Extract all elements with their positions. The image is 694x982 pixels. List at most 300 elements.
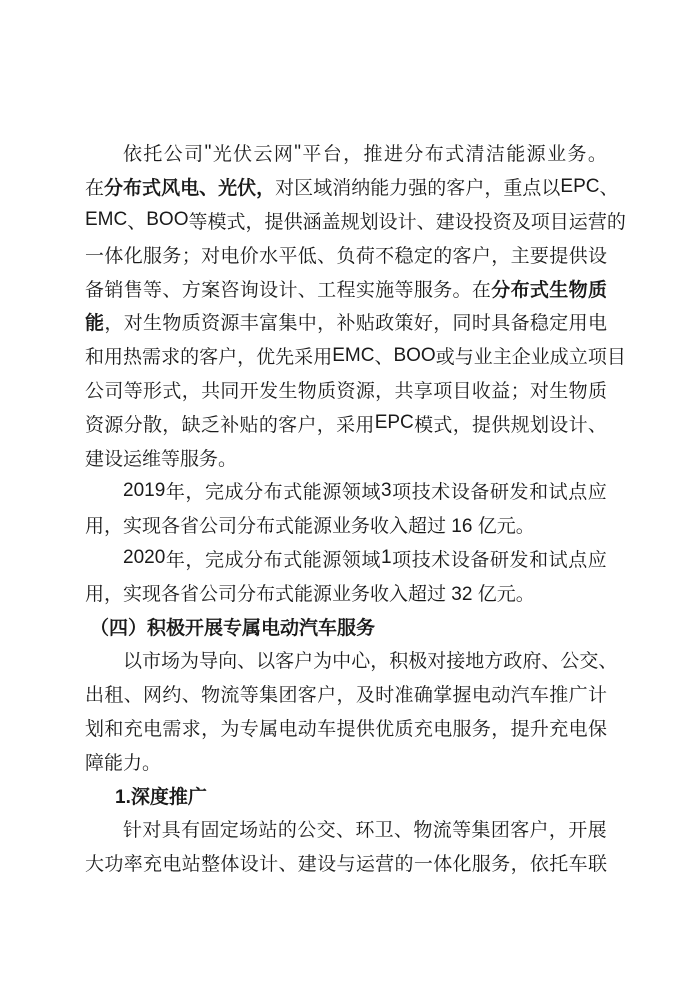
- text-run: 、: [123, 685, 143, 707]
- bold-text-run: 电: [180, 178, 200, 200]
- bold-text-run: 光: [218, 178, 238, 200]
- text-run: 升: [529, 718, 549, 740]
- text-run: 时: [375, 685, 395, 707]
- text-run: 导: [199, 651, 219, 673]
- text-run: 平: [278, 245, 298, 267]
- text-run: 要: [529, 245, 549, 267]
- text-run: 与: [336, 854, 356, 876]
- text-run: 定: [219, 820, 239, 842]
- text-run: 质: [181, 313, 201, 335]
- text-run: 方: [181, 279, 201, 301]
- text-run: 目: [452, 380, 472, 402]
- text-run: 式: [162, 380, 182, 402]
- text-run: 平: [302, 144, 322, 166]
- text-run: 、: [541, 651, 561, 673]
- text-run: 设: [587, 245, 607, 267]
- text-run: 重: [503, 178, 523, 200]
- text-run: 的: [394, 854, 414, 876]
- text-run: 不: [375, 245, 395, 267]
- text-run: 地: [465, 651, 485, 673]
- text-run: 政: [503, 651, 523, 673]
- text-run: 模: [414, 414, 434, 436]
- text-run: 依: [123, 144, 143, 166]
- text-run: 客: [446, 178, 466, 200]
- text-run: ，: [201, 718, 221, 740]
- text-run: 台: [322, 144, 342, 166]
- text-run: 同: [220, 380, 240, 402]
- text-run: 生: [549, 380, 569, 402]
- text-run: 营: [375, 854, 395, 876]
- text-run: 网: [273, 144, 293, 166]
- text-run: 物: [568, 380, 588, 402]
- text-run: 为: [313, 651, 333, 673]
- text-run: 销: [104, 279, 124, 301]
- text-run: 对: [123, 313, 143, 335]
- text-run: 对: [529, 380, 549, 402]
- text-run: 依: [529, 854, 549, 876]
- text-run: 对: [142, 820, 162, 842]
- text-run: 等: [452, 820, 472, 842]
- text-run: 功: [104, 854, 124, 876]
- text-run: 涵: [302, 211, 322, 233]
- text-run: 用，实现各省公司分布式能源业务收入超过 32 亿元。: [85, 583, 535, 605]
- text-run: 开: [568, 820, 588, 842]
- text-run: 业: [547, 144, 567, 166]
- text-line: [85, 711, 607, 745]
- text-line: [85, 744, 607, 778]
- text-run: 保: [587, 718, 607, 740]
- text-run: 发: [509, 482, 529, 504]
- text-run: 源: [526, 144, 546, 166]
- text-block: [85, 136, 626, 880]
- text-run: 设: [259, 279, 279, 301]
- text-run: 的: [277, 820, 297, 842]
- text-run: 和: [529, 482, 549, 504]
- text-run: 项: [392, 482, 412, 504]
- text-run: 散: [142, 414, 162, 436]
- text-run: 的: [180, 347, 200, 369]
- text-run: 需: [162, 718, 182, 740]
- text-run: 客: [510, 820, 530, 842]
- text-run: 等: [239, 685, 259, 707]
- text-run: 成: [224, 549, 244, 571]
- text-run: 租: [104, 685, 124, 707]
- text-run: ，: [343, 144, 363, 166]
- text-run: 技: [411, 549, 431, 571]
- text-run: 项: [530, 211, 550, 233]
- text-run: 式: [226, 211, 246, 233]
- text-run: 确: [413, 685, 433, 707]
- text-run: 划: [529, 414, 549, 436]
- text-run: 客: [199, 347, 219, 369]
- text-run: 、: [181, 685, 201, 707]
- text-run: 以: [123, 651, 143, 673]
- text-run: 备: [470, 482, 490, 504]
- text-run: 场: [239, 820, 259, 842]
- text-run: 政: [375, 313, 395, 335]
- text-run: 和: [529, 549, 549, 571]
- text-run: 形: [143, 380, 163, 402]
- text-run: 建设运维等服务。: [85, 448, 238, 470]
- text-run: 体: [104, 245, 124, 267]
- text-run: 先: [275, 347, 295, 369]
- text-run: 站: [258, 820, 278, 842]
- bold-text-run: 式: [529, 279, 549, 301]
- text-run: 供: [283, 211, 303, 233]
- text-run: 建: [435, 211, 455, 233]
- text-run: 服: [413, 279, 433, 301]
- text-run: 营: [587, 211, 607, 233]
- text-run: 流: [432, 820, 452, 842]
- text-line: [85, 373, 607, 407]
- text-run: 点: [568, 482, 588, 504]
- text-run: 区: [294, 178, 314, 200]
- text-run: 价: [239, 245, 259, 267]
- text-run: 设: [454, 211, 474, 233]
- text-run: 有: [181, 820, 201, 842]
- text-run: 化: [452, 854, 472, 876]
- text-run: 云: [253, 144, 273, 166]
- text-run: ，: [185, 549, 205, 571]
- text-run: 电: [278, 718, 298, 740]
- text-run: 环: [355, 820, 375, 842]
- text-run: 固: [200, 820, 220, 842]
- text-run: 计: [587, 685, 607, 707]
- text-run: 为: [180, 651, 200, 673]
- text-run: BOO: [393, 344, 436, 366]
- text-run: ": [294, 141, 301, 163]
- text-line: [85, 542, 607, 576]
- text-run: 工: [317, 279, 337, 301]
- text-run: 目: [606, 347, 626, 369]
- text-run: ；: [510, 380, 530, 402]
- text-run: 共: [201, 380, 221, 402]
- text-run: 优: [375, 718, 395, 740]
- text-run: 试: [548, 482, 568, 504]
- text-run: 稳: [529, 313, 549, 335]
- text-run: ，: [375, 380, 395, 402]
- text-run: 充: [143, 854, 163, 876]
- text-run: 补: [336, 313, 356, 335]
- text-run: 托: [549, 854, 569, 876]
- text-run: 积: [389, 651, 409, 673]
- bold-text-run: 生: [549, 279, 569, 301]
- text-run: 开: [239, 380, 259, 402]
- text-run: 式: [445, 144, 465, 166]
- text-run: 运: [568, 211, 588, 233]
- text-run: 式: [433, 414, 453, 436]
- text-run: 中: [332, 651, 352, 673]
- text-run: 计: [278, 279, 298, 301]
- text-run: 服: [471, 854, 491, 876]
- text-run: 享: [413, 380, 433, 402]
- text-run: 等: [394, 279, 414, 301]
- text-run: 、: [374, 347, 394, 369]
- text-run: 研: [489, 482, 509, 504]
- text-run: ，: [510, 854, 530, 876]
- text-run: 展: [587, 820, 607, 842]
- bold-text-run: 分: [491, 279, 511, 301]
- text-run: 专: [239, 718, 259, 740]
- text-line: [85, 305, 607, 339]
- text-run: 、: [394, 820, 414, 842]
- text-run: 丰: [239, 313, 259, 335]
- text-run: 的: [606, 211, 626, 233]
- text-run: ，: [185, 482, 205, 504]
- text-run: 缺: [181, 414, 201, 436]
- bold-text-run: 风: [161, 178, 181, 200]
- text-run: 用: [313, 347, 333, 369]
- text-run: 共: [394, 380, 414, 402]
- text-run: 强: [408, 178, 428, 200]
- text-run: 投: [473, 211, 493, 233]
- text-line: [85, 575, 607, 609]
- text-run: 市: [142, 651, 162, 673]
- text-run: 布: [263, 549, 283, 571]
- text-run: 团: [278, 685, 298, 707]
- text-run: 方: [484, 651, 504, 673]
- text-run: 主: [492, 347, 512, 369]
- text-run: 纳: [351, 178, 371, 200]
- text-run: 。: [452, 279, 472, 301]
- bold-text-run: 伏: [237, 178, 257, 200]
- text-run: 准: [394, 685, 414, 707]
- text-run: 司: [184, 144, 204, 166]
- text-run: 提: [264, 211, 284, 233]
- text-run: 技: [411, 482, 431, 504]
- text-run: 源: [355, 380, 375, 402]
- text-run: 光: [212, 144, 232, 166]
- text-run: 消: [332, 178, 352, 200]
- text-run: 、: [237, 651, 257, 673]
- text-run: 集: [259, 685, 279, 707]
- text-run: 计: [397, 211, 417, 233]
- text-run: 、: [317, 245, 337, 267]
- text-run: 充: [413, 718, 433, 740]
- text-run: 托: [143, 144, 163, 166]
- text-run: 求: [181, 718, 201, 740]
- text-run: 体: [220, 854, 240, 876]
- text-run: 分: [244, 549, 264, 571]
- text-run: ，: [370, 651, 390, 673]
- text-run: 域: [361, 482, 381, 504]
- text-run: 成: [549, 347, 569, 369]
- text-run: 设: [549, 414, 569, 436]
- text-run: 在: [85, 178, 105, 200]
- text-run: 、: [127, 211, 147, 233]
- text-run: 生: [278, 380, 298, 402]
- text-run: 。: [587, 144, 607, 166]
- text-run: 咨: [220, 279, 240, 301]
- text-run: 联: [587, 854, 607, 876]
- text-run: 源: [322, 482, 342, 504]
- text-run: 卫: [374, 820, 394, 842]
- text-run: 提: [549, 245, 569, 267]
- text-run: 试: [548, 549, 568, 571]
- text-run: 划: [85, 718, 105, 740]
- text-run: 用: [104, 347, 124, 369]
- bold-text-run: 布: [123, 178, 143, 200]
- text-run: 户: [529, 820, 549, 842]
- text-run: 率: [123, 854, 143, 876]
- text-run: 公: [163, 144, 183, 166]
- text-run: ，: [433, 313, 453, 335]
- text-run: 充: [123, 718, 143, 740]
- bold-text-run: 1.深度推广: [115, 786, 207, 808]
- text-run: EMC: [332, 344, 375, 366]
- text-run: 资: [85, 414, 105, 436]
- text-run: 、: [335, 820, 355, 842]
- text-run: 中: [297, 313, 317, 335]
- text-run: 应: [587, 549, 607, 571]
- text-run: 分: [123, 414, 143, 436]
- text-run: 益: [491, 380, 511, 402]
- text-run: ，: [317, 313, 337, 335]
- text-run: 客: [275, 651, 295, 673]
- bold-text-run: ，: [256, 178, 276, 200]
- text-run: 的: [258, 414, 278, 436]
- text-run: 、: [416, 211, 436, 233]
- text-run: 好: [413, 313, 433, 335]
- text-run: ，: [452, 414, 472, 436]
- text-run: 障能力。: [85, 752, 162, 774]
- text-line: [85, 440, 607, 474]
- text-run: 3: [381, 479, 392, 501]
- text-run: EPC: [374, 412, 414, 434]
- text-run: 府: [522, 651, 542, 673]
- text-run: 、: [297, 279, 317, 301]
- text-run: 以: [541, 178, 561, 200]
- text-run: 点: [522, 178, 542, 200]
- text-run: 质: [394, 718, 414, 740]
- text-run: 电: [162, 854, 182, 876]
- text-run: 握: [452, 685, 472, 707]
- text-run: 或: [435, 347, 455, 369]
- text-run: 广: [568, 685, 588, 707]
- bold-text-run: （四）积极开展专属电动汽车服务: [90, 617, 376, 639]
- text-run: 域: [313, 178, 333, 200]
- text-run: 备: [510, 313, 530, 335]
- text-run: 供: [491, 414, 511, 436]
- text-line: [85, 812, 607, 846]
- text-run: EPC: [560, 175, 600, 197]
- text-line: [85, 204, 626, 238]
- text-run: 务: [162, 245, 182, 267]
- text-run: ，: [491, 245, 511, 267]
- text-run: 提: [472, 414, 492, 436]
- text-run: 源: [322, 549, 342, 571]
- text-run: 发: [259, 380, 279, 402]
- text-run: 心: [351, 651, 371, 673]
- text-run: 车: [529, 685, 549, 707]
- text-run: 和: [104, 718, 124, 740]
- text-run: 伏: [233, 144, 253, 166]
- text-run: 等: [123, 380, 143, 402]
- text-run: 成: [224, 482, 244, 504]
- text-run: 以: [256, 651, 276, 673]
- text-run: 能: [506, 144, 526, 166]
- text-run: 及: [355, 685, 375, 707]
- text-run: 为: [220, 718, 240, 740]
- text-run: 与: [454, 347, 474, 369]
- text-run: 售: [123, 279, 143, 301]
- text-run: 2020: [123, 547, 166, 569]
- text-line: [85, 677, 607, 711]
- text-run: 乏: [200, 414, 220, 436]
- text-run: ，: [181, 380, 201, 402]
- text-run: 供: [568, 245, 588, 267]
- text-run: 采: [294, 347, 314, 369]
- text-run: 等: [188, 211, 208, 233]
- text-run: 运: [355, 854, 375, 876]
- text-run: 项: [587, 347, 607, 369]
- text-run: 户: [471, 245, 491, 267]
- text-run: ，: [316, 414, 336, 436]
- text-run: EMC: [85, 209, 128, 231]
- text-run: 户: [297, 414, 317, 436]
- text-run: 电: [143, 718, 163, 740]
- text-run: 年: [165, 482, 185, 504]
- text-line: [85, 271, 607, 305]
- text-run: 策: [394, 313, 414, 335]
- text-run: 分: [244, 482, 264, 504]
- text-run: 户: [294, 651, 314, 673]
- text-run: 提: [510, 718, 530, 740]
- text-run: 施: [375, 279, 395, 301]
- text-line: [85, 846, 607, 880]
- text-run: 洁: [485, 144, 505, 166]
- bold-text-run: 分: [104, 178, 124, 200]
- text-run: 源: [104, 414, 124, 436]
- text-run: 电: [220, 245, 240, 267]
- text-run: 用: [568, 313, 588, 335]
- text-run: 询: [239, 279, 259, 301]
- text-run: 户: [465, 178, 485, 200]
- text-run: 、: [598, 651, 618, 673]
- text-run: ，: [336, 685, 356, 707]
- text-run: 物: [201, 685, 221, 707]
- text-run: 公: [85, 380, 105, 402]
- text-run: 汽: [510, 685, 530, 707]
- text-run: 热: [123, 347, 143, 369]
- text-run: 集: [471, 820, 491, 842]
- text-run: 、: [587, 414, 607, 436]
- text-run: 、: [278, 854, 298, 876]
- text-run: 能: [302, 549, 322, 571]
- text-run: 对: [201, 245, 221, 267]
- text-run: 资: [492, 211, 512, 233]
- text-run: 立: [568, 347, 588, 369]
- text-run: ，: [237, 347, 257, 369]
- text-run: 公: [297, 820, 317, 842]
- text-run: 定: [413, 245, 433, 267]
- text-line: [85, 237, 607, 271]
- text-line: [85, 778, 607, 812]
- text-run: 车: [568, 854, 588, 876]
- text-run: 公: [560, 651, 580, 673]
- text-run: 供: [355, 718, 375, 740]
- bold-text-run: 质: [587, 279, 607, 301]
- text-run: 贴: [355, 313, 375, 335]
- text-run: 项: [392, 549, 412, 571]
- text-run: 收: [471, 380, 491, 402]
- text-run: 分: [404, 144, 424, 166]
- text-run: 2019: [123, 479, 166, 501]
- text-run: 务: [471, 718, 491, 740]
- text-run: 点: [568, 549, 588, 571]
- text-run: 设: [239, 854, 259, 876]
- text-run: 资: [336, 380, 356, 402]
